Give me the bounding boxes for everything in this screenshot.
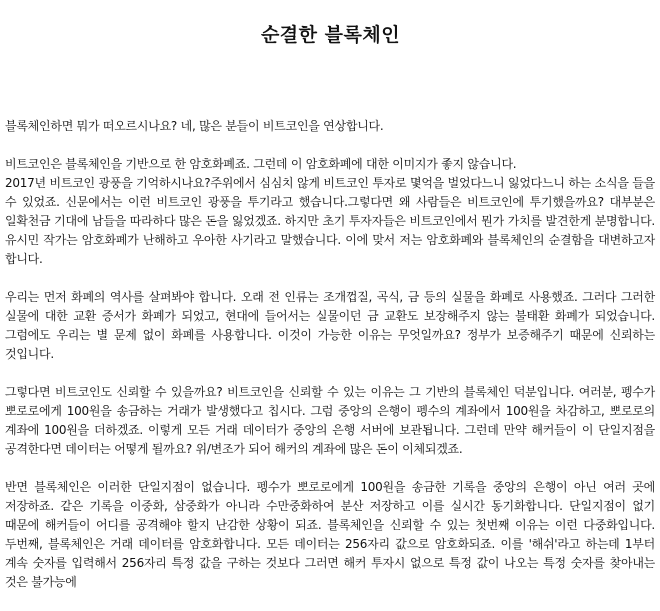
paragraph-currency-history bbox=[5, 288, 655, 364]
paragraph-line: 블록체인하면 뭐가 떠오르시나요? 네, 많은 분들이 비트코인을 연상합니다. bbox=[5, 119, 384, 133]
paragraph-trust bbox=[5, 383, 655, 459]
paragraph-line: 2017년 비트코인 광풍을 기억하시나요?주위에서 심심치 않게 비트코인 투자로 몇억을 벌었다느니 잃었다느니 하는 소식을 들을 수 있었죠. 신문에서는 이런 비트코인 광풍을 투기라고 했습니다.그렇다면 왜 사람들은 비트코인에 투기했을까요? 대부분은 일확천금 기대에 남들을 따라하다 많은 돈을 잃었겠죠. 하지만 초기 투자자들은 비트코인에서 뭔가 가치를 발견한게 분명합니다. 유시민 작가는 암호화폐가 난해하고 우아한 사기라고 말했습니다. 이에 맞서 저는 암호화폐와 블록체인의 순결함을 대변하고자 합니다. bbox=[5, 176, 655, 266]
paragraph-intro bbox=[5, 117, 655, 136]
paragraph-line: 우리는 먼저 화폐의 역사를 살펴봐야 합니다. 오래 전 인류는 조개껍질, 곡식, 금 등의 실물을 화폐로 사용했죠. 그러다 그러한 실물에 대한 교환 증서가 화폐가 되었고, 현대에 들어서는 실물이던 금 교환도 보장해주지 않는 불태환 화폐가 되었습니다. 그럼에도 우리는 별 문제 없이 화폐를 사용합니다. 이것이 가능한 이유는 무엇일까요? 정부가 보증해주기 때문에 신뢰하는 것입니다. bbox=[5, 290, 655, 361]
paragraph-line: 그렇다면 비트코인도 신뢰할 수 있을까요? 비트코인을 신뢰할 수 있는 이유는 그 기반의 블록체인 덕분입니다. 여러분, 펭수가 뽀로로에게 100원을 송금하는 거래가 발생했다고 칩시다. 그럼 중앙의 은행이 펭수의 계좌에서 100원을 차감하고, 뽀로로의 계좌에 100원을 더하겠죠. 이렇게 모든 거래 데이터가 중앙의 은행 서버에 보관됩니다. 그런데 만약 해커들이 이 단일지점을 공격한다면 데이터는 어떻게 될까요? 위/변조가 되어 해커의 계좌에 많은 돈이 이체되겠죠. bbox=[5, 385, 655, 456]
document-body bbox=[5, 117, 655, 611]
paragraph-bitcoin-image bbox=[5, 155, 655, 269]
document-title: 순결한 블록체인 bbox=[260, 24, 401, 46]
paragraph-line: 비트코인은 블록체인을 기반으로 한 암호화폐죠. 그런데 이 암호화폐에 대한 이미지가 좋지 않습니다. bbox=[5, 157, 517, 171]
paragraph-line: 반면 블록체인은 이러한 단일지점이 없습니다. 펭수가 뽀로로에게 100원을 송금한 기록을 중앙의 은행이 아닌 여러 곳에 저장하죠. 같은 기록을 이중화, 삼중화가 아니라 수만중화하여 분산 저장하고 이를 실시간 동기화합니다. 단일지점이 없기 때문에 해커들이 어디를 공격해야 할지 난감한 상황이 되죠. 블록체인을 신뢰할 수 있는 첫번째 이유는 이런 다중화입니다. 두번째, 블록체인은 거래 데이터를 암호화합니다. 모든 데이터는 256자리 값으로 암호화되죠. 이를 '해쉬'라고 하는데 1부터 계속 숫자를 입력해서 256자리 특정 값을 구하는 것보다 그러면 해커 투자시 없으로 특정 값이 나오는 특정 숫자를 찾아내는 것은 불가능에 bbox=[5, 480, 655, 589]
paragraph-blockchain-security bbox=[5, 478, 655, 592]
